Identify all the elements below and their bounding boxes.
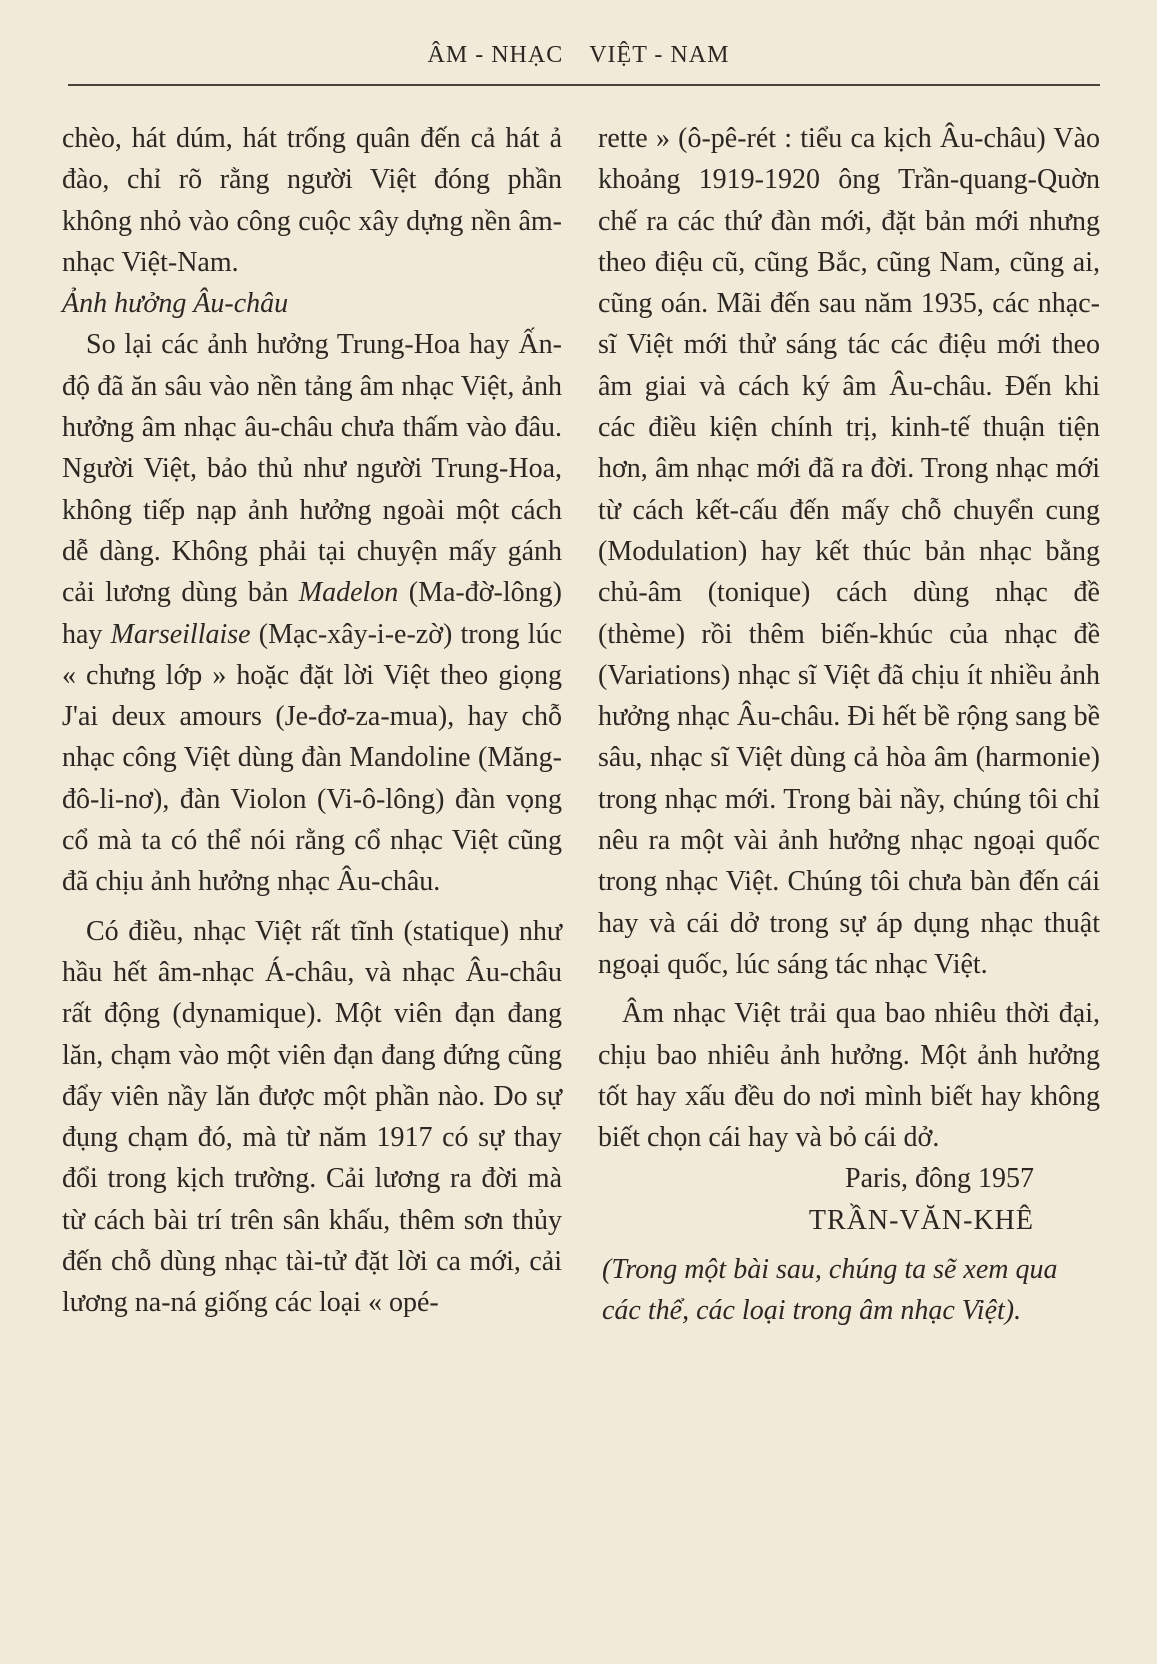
paragraph-conclusion: Âm nhạc Việt trải qua bao nhiêu thời đại, chịu bao nhiêu ảnh hưởng. Một ảnh hưởng tốt hay xấu đều do nơi mình biết hay không biết chọn cái hay và bỏ cái dở. xyxy=(598,998,1100,1154)
paragraph-continued: chèo, hát dúm, hát trống quân đến cả hát ả đào, chỉ rõ rằng người Việt đóng phần không nhỏ vào công cuộc xây dựng nền âm-nhạc Việt-Nam. xyxy=(62,123,562,278)
paragraph-text: So lại các ảnh hưởng Trung-Hoa hay Ấn-độ đã ăn sâu vào nền tảng âm nhạc Việt, ảnh hưởng âm nhạc âu-châu chưa thấm vào đâu. Người Việt, bảo thủ như người Trung-Hoa, không tiếp nạp ảnh hưởng ngoài một cách dễ dàng. Không phải tại chuyện mấy gánh cải lương dùng bản xyxy=(62,329,562,609)
editorial-note: (Trong một bài sau, chúng ta sẽ xem qua các thể, các loại trong âm nhạc Việt). xyxy=(602,1254,1058,1327)
paragraph-text: (Ma-đờ-lông) hay xyxy=(62,577,562,650)
right-column xyxy=(598,118,1100,1332)
running-header-left: ÂM - NHẠC xyxy=(427,42,564,68)
section-heading: Ảnh hưởng Âu-châu xyxy=(62,288,289,320)
running-header xyxy=(0,42,1157,69)
song-title-marseillaise: Marseillaise xyxy=(110,618,251,650)
signature-place-date: Paris, đông 1957 xyxy=(845,1163,1034,1195)
header-rule xyxy=(68,84,1100,86)
running-header-right: VIỆT - NAM xyxy=(589,42,730,68)
author-signature: TRẦN-VĂN-KHÊ xyxy=(808,1204,1034,1236)
paragraph-operette: rette » (ô-pê-rét : tiểu ca kịch Âu-châu) Vào khoảng 1919-1920 ông Trần-quang-Quờn chế ra các thứ đàn mới, đặt bản mới nhưng theo điệu cũ, cũng Bắc, cũng Nam, cũng ai, cũng oán. Mãi đến sau năm 1935, các nhạc-sĩ Việt mới thử sáng tác các điệu mới theo âm giai và cách ký âm Âu-châu. Đến khi các điều kiện chính trị, kinh-tế thuận tiện hơn, âm nhạc mới đã ra đời. Trong nhạc mới từ cách kết-cấu đến mấy chỗ chuyển cung (Modulation) hay kết thúc bản nhạc bằng chủ-âm (tonique) cách dùng nhạc đề (thème) rồi thêm biến-khúc của nhạc đề (Variations) nhạc sĩ Việt đã chịu ít nhiều ảnh hưởng nhạc Âu-châu. Đi hết bề rộng sang bề sâu, nhạc sĩ Việt dùng cả hòa âm (harmonie) trong nhạc mới. Trong bài nầy, chúng tôi chỉ nêu ra một vài ảnh hưởng nhạc ngoại quốc trong nhạc Việt. Chúng tôi chưa bàn đến cái hay và cái dở trong sự áp dụng nhạc thuật ngoại quốc, lúc sáng tác nhạc Việt. xyxy=(598,123,1100,980)
left-column xyxy=(62,118,562,1324)
paragraph-static-dynamic: Có điều, nhạc Việt rất tĩnh (statique) như hầu hết âm-nhạc Á-châu, và nhạc Âu-châu rất động (dynamique). Một viên đạn đang lăn, chạm vào một viên đạn đang đứng cũng đẩy viên nầy lăn được một phần nào. Do sự đụng chạm đó, mà từ năm 1917 có sự thay đổi trong kịch trường. Cải lương ra đời mà từ cách bài trí trên sân khấu, thêm sơn thủy đến chỗ dùng nhạc tài-tử đặt lời ca mới, cải lương na-ná giống các loại « opé- xyxy=(62,915,562,1319)
paragraph-influence xyxy=(62,324,562,902)
song-title-madelon: Madelon xyxy=(298,577,399,609)
paragraph-text: (Mạc-xây-i-e-zờ) trong lúc « chưng lớp » hoặc đặt lời Việt theo giọng J'ai deux amours (Je-đơ-za-mua), hay chỗ nhạc công Việt dùng đàn Mandoline (Măng-đô-li-nơ), đàn Violon (Vi-ô-lông) đàn vọng cổ mà ta có thể nói rằng cổ nhạc Việt cũng đã chịu ảnh hưởng nhạc Âu-châu. xyxy=(62,618,562,898)
